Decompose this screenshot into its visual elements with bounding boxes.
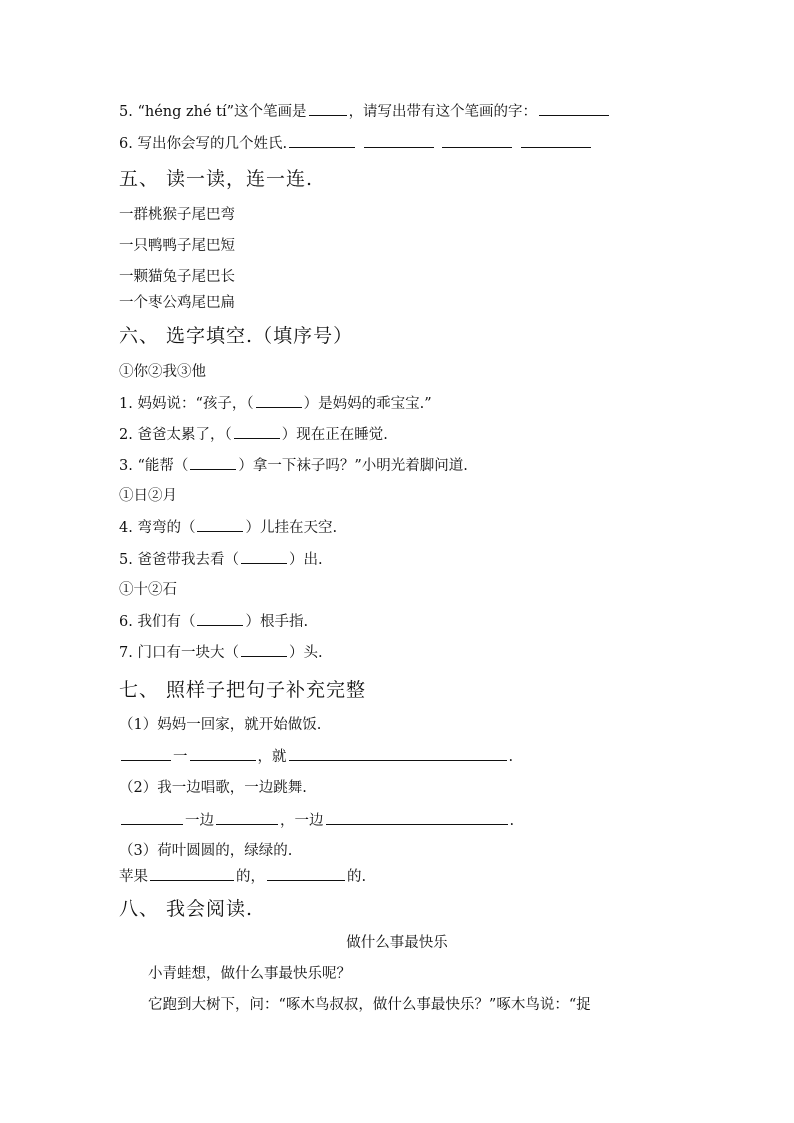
question-text: 7. 门口有一块大（ [119, 645, 239, 661]
answer-blank[interactable] [364, 133, 434, 148]
fill-question [119, 611, 308, 632]
fill-question [119, 455, 468, 476]
question-text: ）出. [288, 552, 323, 568]
section-6-heading: 六、 选字填空.（填序号） [119, 325, 354, 347]
match-item: 一个枣公鸡尾巴扁 [119, 295, 235, 311]
question-6 [119, 133, 593, 154]
question-text: 1. 妈妈说：“孩子，（ [119, 396, 254, 412]
answer-blank[interactable] [190, 746, 256, 761]
question-text: 5. 爸爸带我去看（ [119, 552, 239, 568]
sentence-text: 一 [173, 749, 188, 765]
sentence-text: . [508, 749, 514, 765]
fill-question [119, 517, 337, 538]
answer-blank[interactable] [241, 549, 287, 564]
sentence-text: 的. [347, 869, 367, 885]
match-item: 一颗猫兔子尾巴长 [119, 269, 235, 285]
question-text: 2. 爸爸太累了，（ [119, 427, 232, 443]
match-item: 一群桃猴子尾巴弯 [119, 207, 235, 223]
question-text: 4. 弯弯的（ [119, 520, 196, 536]
question-5-text-2: ，请写出带有这个笔画的字： [348, 104, 538, 120]
question-text: 3. “能帮（ [119, 458, 189, 474]
section-8-heading: 八、 我会阅读. [119, 898, 254, 920]
question-5 [119, 101, 611, 122]
answer-blank[interactable] [150, 866, 234, 881]
sentence-text: ，就 [257, 749, 287, 765]
question-5-text: 5. “héng zhé tí”这个笔画是 [119, 104, 307, 120]
sentence-text: 一边 [185, 813, 214, 829]
answer-blank[interactable] [121, 810, 183, 825]
sentence-text: 的， [236, 869, 265, 885]
story-paragraph: 小青蛙想，做什么事最快乐呢？ [148, 966, 351, 982]
answer-blank[interactable] [234, 424, 280, 439]
question-text: ）拿一下袜子吗？”小明光着脚问道. [238, 458, 468, 474]
fill-question [119, 424, 388, 445]
fill-sentence [119, 866, 366, 887]
question-text: ）根手指. [245, 614, 309, 630]
question-text: ）是妈妈的乖宝宝.” [303, 396, 432, 412]
answer-blank[interactable] [256, 393, 302, 408]
sentence-text: . [509, 813, 515, 829]
answer-blank[interactable] [216, 810, 278, 825]
question-6-text: 6. 写出你会写的几个姓氏. [119, 136, 288, 152]
answer-blank[interactable] [190, 455, 236, 470]
section-7-heading: 七、 照样子把句子补充完整 [119, 679, 367, 701]
answer-blank[interactable] [197, 611, 243, 626]
question-text: ）儿挂在天空. [245, 520, 338, 536]
question-text: ）现在正在睡觉. [281, 427, 388, 443]
fill-sentence [119, 746, 513, 767]
sentence-text: 苹果 [119, 869, 148, 885]
answer-blank[interactable] [289, 746, 507, 761]
answer-blank[interactable] [121, 746, 171, 761]
example-sentence: （1）妈妈一回家，就开始做饭. [119, 717, 322, 733]
fill-question [119, 393, 432, 414]
question-text: 6. 我们有（ [119, 614, 196, 630]
answer-blank[interactable] [289, 133, 355, 148]
question-text: ）头. [288, 645, 323, 661]
answer-blank[interactable] [197, 517, 243, 532]
answer-blank[interactable] [241, 642, 287, 657]
answer-blank[interactable] [442, 133, 512, 148]
answer-blank[interactable] [539, 101, 609, 116]
match-item: 一只鸭鸭子尾巴短 [119, 238, 235, 254]
answer-blank[interactable] [326, 810, 508, 825]
story-paragraph: 它跑到大树下，问：“啄木鸟叔叔，做什么事最快乐？”啄木鸟说：“捉 [148, 997, 591, 1013]
options-line: ①十②石 [119, 582, 177, 598]
answer-blank[interactable] [521, 133, 591, 148]
options-line: ①你②我③他 [119, 364, 206, 380]
fill-question [119, 642, 323, 663]
story-title: 做什么事最快乐 [346, 935, 448, 951]
section-5-heading: 五、 读一读，连一连. [119, 168, 314, 190]
sentence-text: ，一边 [280, 813, 324, 829]
fill-question [119, 549, 323, 570]
answer-blank[interactable] [309, 101, 347, 116]
answer-blank[interactable] [267, 866, 345, 881]
options-line: ①日②月 [119, 488, 177, 504]
example-sentence: （3）荷叶圆圆的，绿绿的. [119, 843, 293, 859]
example-sentence: （2）我一边唱歌，一边跳舞. [119, 780, 307, 796]
fill-sentence [119, 810, 514, 831]
